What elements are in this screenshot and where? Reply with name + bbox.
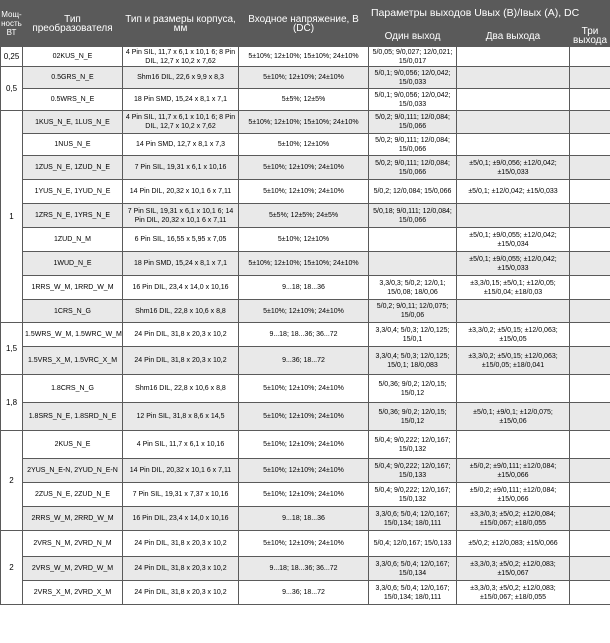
triple-output-cell xyxy=(570,403,610,431)
triple-output-cell xyxy=(570,347,610,375)
triple-output-cell xyxy=(570,47,610,67)
triple-output-cell xyxy=(570,67,610,89)
dual-output-cell: ±3,3/0,15; ±5/0,1; ±12/0,05; ±15/0,04; ±18/0,03 xyxy=(457,276,570,300)
model-cell: 1ZUS_N_E, 1ZUD_N_E xyxy=(23,156,123,180)
model-cell: 1.8CRS_N_G xyxy=(23,375,123,403)
single-output-cell: 3,3/0,6; 5/0,4; 12/0,167; 15/0,134; 18/0,111 xyxy=(369,507,457,531)
package-cell: 18 Pin SMD, 15,24 x 8,1 x 7,1 xyxy=(123,252,239,276)
table-row xyxy=(1,67,610,89)
single-output-cell: 5/0,4; 9/0,222; 12/0,167; 15/0,132 xyxy=(369,483,457,507)
header-type: Тип преобразователя xyxy=(23,1,123,47)
model-cell: 1NUS_N_E xyxy=(23,134,123,156)
triple-output-cell xyxy=(570,89,610,111)
single-output-cell: 5/0,4; 12/0,167; 15/0,133 xyxy=(369,531,457,557)
package-cell: 16 Pin DIL, 23,4 x 14,0 x 10,16 xyxy=(123,507,239,531)
package-cell: Shm16 DIL, 22,6 x 9,9 x 8,3 xyxy=(123,67,239,89)
package-cell: 4 Pin SIL, 11,7 x 6,1 x 10,1 6; 8 Pin DIL, 12,7 x 10,2 x 7,62 xyxy=(123,111,239,134)
single-output-cell: 3,3/0,4; 5/0,3; 12/0,125; 15/0,1 xyxy=(369,323,457,347)
triple-output-cell xyxy=(570,507,610,531)
dual-output-cell: ±3,3/0,2; ±5/0,15; ±12/0,063; ±15/0,05 xyxy=(457,323,570,347)
input-voltage-cell: 9...18; 18...36 xyxy=(239,276,369,300)
table-row xyxy=(1,431,610,459)
table-row xyxy=(1,228,610,252)
input-voltage-cell: 5±10%; 12±10%; 24±10% xyxy=(239,300,369,323)
table-row xyxy=(1,89,610,111)
table-row xyxy=(1,111,610,134)
package-cell: 7 Pin SIL, 19,31 x 6,1 x 10,16 xyxy=(123,156,239,180)
package-cell: 14 Pin DIL, 20,32 x 10,1 6 x 7,11 xyxy=(123,180,239,204)
input-voltage-cell: 9...36; 18...72 xyxy=(239,347,369,375)
dual-output-cell: ±5/0,2; ±12/0,083; ±15/0,066 xyxy=(457,531,570,557)
header-dual-output: Два выхода xyxy=(457,26,570,47)
dual-output-cell: ±5/0,2; ±9/0,111; ±12/0,084; ±15/0,066 xyxy=(457,459,570,483)
dual-output-cell xyxy=(457,204,570,228)
dual-output-cell: ±5/0,1; ±9/0,055; ±12/0,042; ±15/0,033 xyxy=(457,252,570,276)
input-voltage-cell: 5±10%; 12±10%; 24±10% xyxy=(239,67,369,89)
table-row xyxy=(1,204,610,228)
triple-output-cell xyxy=(570,111,610,134)
table-row xyxy=(1,531,610,557)
table-row xyxy=(1,581,610,605)
single-output-cell: 5/0,2; 9/0,111; 12/0,084; 15/0,066 xyxy=(369,111,457,134)
triple-output-cell xyxy=(570,431,610,459)
table-row xyxy=(1,403,610,431)
triple-output-cell xyxy=(570,375,610,403)
table-row xyxy=(1,375,610,403)
power-cell: 2 xyxy=(1,431,23,531)
model-cell: 2VRS_X_M, 2VRD_X_M xyxy=(23,581,123,605)
triple-output-cell xyxy=(570,557,610,581)
table-row xyxy=(1,180,610,204)
dual-output-cell: ±5/0,1; ±12/0,042; ±15/0,033 xyxy=(457,180,570,204)
dual-output-cell xyxy=(457,375,570,403)
model-cell: 2YUS_N_E-N, 2YUD_N_E-N xyxy=(23,459,123,483)
table-row xyxy=(1,300,610,323)
model-cell: 0.5WRS_N_E xyxy=(23,89,123,111)
triple-output-cell xyxy=(570,252,610,276)
power-cell: 0,25 xyxy=(1,47,23,67)
triple-output-cell xyxy=(570,180,610,204)
header-output-params: Параметры выходов Uвых (В)/Iвых (A), DC xyxy=(369,1,610,26)
triple-output-cell xyxy=(570,156,610,180)
table-row xyxy=(1,347,610,375)
input-voltage-cell: 5±10%; 12±10%; 24±10% xyxy=(239,180,369,204)
model-cell: 1CRS_N_G xyxy=(23,300,123,323)
single-output-cell: 5/0,1; 9/0,056; 12/0,042; 15/0,033 xyxy=(369,89,457,111)
power-cell: 0,5 xyxy=(1,67,23,111)
single-output-cell: 5/0,05; 9/0,027; 12/0,021; 15/0,017 xyxy=(369,47,457,67)
triple-output-cell xyxy=(570,300,610,323)
triple-output-cell xyxy=(570,323,610,347)
triple-output-cell xyxy=(570,459,610,483)
single-output-cell xyxy=(369,228,457,252)
model-cell: 1WUD_N_E xyxy=(23,252,123,276)
input-voltage-cell: 9...18; 18...36; 36...72 xyxy=(239,557,369,581)
dual-output-cell xyxy=(457,431,570,459)
model-cell: 1.5WRS_W_M, 1.5WRC_W_M xyxy=(23,323,123,347)
package-cell: 24 Pin DIL, 31,8 x 20,3 x 10,2 xyxy=(123,557,239,581)
power-cell: 2 xyxy=(1,531,23,605)
dual-output-cell xyxy=(457,67,570,89)
input-voltage-cell: 5±10%; 12±10%; 24±10% xyxy=(239,431,369,459)
table-row xyxy=(1,323,610,347)
model-cell: 1ZRS_N_E, 1YRS_N_E xyxy=(23,204,123,228)
single-output-cell: 3,3/0,6; 5/0,4; 12/0,167; 15/0,134 xyxy=(369,557,457,581)
input-voltage-cell: 5±10%; 12±10%; 15±10%; 24±10% xyxy=(239,47,369,67)
model-cell: 1.8SRS_N_E, 1.8SRD_N_E xyxy=(23,403,123,431)
model-cell: 1YUS_N_E, 1YUD_N_E xyxy=(23,180,123,204)
power-cell: 1,8 xyxy=(1,375,23,431)
input-voltage-cell: 5±10%; 12±10%; 24±10% xyxy=(239,531,369,557)
header-triple-output: Три выхода xyxy=(570,26,610,47)
table-row xyxy=(1,483,610,507)
table-body xyxy=(1,47,610,605)
single-output-cell: 5/0,4; 9/0,222; 12/0,167; 15/0,133 xyxy=(369,459,457,483)
single-output-cell: 5/0,1; 9/0,056; 12/0,042; 15/0,033 xyxy=(369,67,457,89)
dual-output-cell: ±3,3/0,3; ±5/0,2; ±12/0,084; ±15/0,067; ±18/0,055 xyxy=(457,507,570,531)
package-cell: 7 Pin SIL, 19,31 x 7,37 x 10,16 xyxy=(123,483,239,507)
dual-output-cell xyxy=(457,300,570,323)
package-cell: 24 Pin DIL, 31,8 x 20,3 x 10,2 xyxy=(123,581,239,605)
single-output-cell: 5/0,2; 9/0,111; 12/0,084; 15/0,066 xyxy=(369,134,457,156)
dual-output-cell xyxy=(457,134,570,156)
input-voltage-cell: 5±5%; 12±5%; 24±5% xyxy=(239,204,369,228)
package-cell: 12 Pin SIL, 31,8 x 8,6 x 14,5 xyxy=(123,403,239,431)
package-cell: 14 Pin DIL, 20,32 x 10,1 6 x 7,11 xyxy=(123,459,239,483)
table-header xyxy=(1,1,610,47)
header-single-output: Один выход xyxy=(369,26,457,47)
triple-output-cell xyxy=(570,531,610,557)
package-cell: 16 Pin DIL, 23,4 x 14,0 x 10,16 xyxy=(123,276,239,300)
input-voltage-cell: 5±10%; 12±10%; 24±10% xyxy=(239,156,369,180)
model-cell: 2ZUS_N_E, 2ZUD_N_E xyxy=(23,483,123,507)
triple-output-cell xyxy=(570,204,610,228)
package-cell: 4 Pin SIL, 11,7 x 6,1 x 10,1 6; 8 Pin DIL, 12,7 x 10,2 x 7,62 xyxy=(123,47,239,67)
package-cell: 7 Pin SIL, 19,31 x 6,1 x 10,1 6; 14 Pin DIL, 20,32 x 10,1 6 x 7,11 xyxy=(123,204,239,228)
dual-output-cell: ±5/0,1; ±9/0,055; ±12/0,042; ±15/0,034 xyxy=(457,228,570,252)
single-output-cell: 3,3/0,4; 5/0,3; 12/0,125; 15/0,1; 18/0,083 xyxy=(369,347,457,375)
input-voltage-cell: 5±5%; 12±5% xyxy=(239,89,369,111)
table-row xyxy=(1,459,610,483)
triple-output-cell xyxy=(570,134,610,156)
model-cell: 2KUS_N_E xyxy=(23,431,123,459)
input-voltage-cell: 5±10%; 12±10% xyxy=(239,228,369,252)
dual-output-cell: ±5/0,2; ±9/0,111; ±12/0,084; ±15/0,066 xyxy=(457,483,570,507)
table-row xyxy=(1,47,610,67)
header-power: Мощ-ность ВТ xyxy=(1,1,23,47)
single-output-cell: 5/0,18; 9/0,111; 12/0,084; 15/0,066 xyxy=(369,204,457,228)
power-cell: 1,5 xyxy=(1,323,23,375)
package-cell: Shm16 DIL, 22,8 x 10,6 x 8,8 xyxy=(123,375,239,403)
dual-output-cell: ±3,3/0,3; ±5/0,2; ±12/0,083; ±15/0,067 xyxy=(457,557,570,581)
single-output-cell: 5/0,2; 9/0,111; 12/0,084; 15/0,066 xyxy=(369,156,457,180)
triple-output-cell xyxy=(570,228,610,252)
input-voltage-cell: 9...18; 18...36 xyxy=(239,507,369,531)
dual-output-cell xyxy=(457,89,570,111)
model-cell: 1RRS_W_M, 1RRD_W_M xyxy=(23,276,123,300)
dual-output-cell: ±5/0,1; ±9/0,1; ±12/0,075; ±15/0,06 xyxy=(457,403,570,431)
single-output-cell: 5/0,4; 9/0,222; 12/0,167; 15/0,132 xyxy=(369,431,457,459)
triple-output-cell xyxy=(570,276,610,300)
package-cell: 24 Pin DIL, 31,8 x 20,3 x 10,2 xyxy=(123,323,239,347)
power-cell: 1 xyxy=(1,111,23,323)
model-cell: 1KUS_N_E, 1LUS_N_E xyxy=(23,111,123,134)
package-cell: 24 Pin DIL, 31,8 x 20,3 x 10,2 xyxy=(123,531,239,557)
input-voltage-cell: 5±10%; 12±10% xyxy=(239,134,369,156)
package-cell: 4 Pin SIL, 11,7 x 6,1 x 10,16 xyxy=(123,431,239,459)
dual-output-cell: ±3,3/0,2; ±5/0,15; ±12/0,063; ±15/0,05; ±18/0,041 xyxy=(457,347,570,375)
single-output-cell: 5/0,2; 12/0,084; 15/0,066 xyxy=(369,180,457,204)
model-cell: 2RRS_W_M, 2RRD_W_M xyxy=(23,507,123,531)
dual-output-cell xyxy=(457,47,570,67)
model-cell: 2VRS_N_M, 2VRD_N_M xyxy=(23,531,123,557)
dual-output-cell: ±5/0,1; ±9/0,056; ±12/0,042; ±15/0,033 xyxy=(457,156,570,180)
table-row xyxy=(1,557,610,581)
triple-output-cell xyxy=(570,581,610,605)
input-voltage-cell: 5±10%; 12±10%; 24±10% xyxy=(239,459,369,483)
dual-output-cell: ±3,3/0,3; ±5/0,2; ±12/0,083; ±15/0,067; ±18/0,055 xyxy=(457,581,570,605)
package-cell: 18 Pin SMD, 15,24 x 8,1 x 7,1 xyxy=(123,89,239,111)
single-output-cell: 5/0,2; 9/0,11; 12/0,075; 15/0,06 xyxy=(369,300,457,323)
input-voltage-cell: 5±10%; 12±10%; 24±10% xyxy=(239,483,369,507)
package-cell: 6 Pin SIL, 16,55 x 5,95 x 7,05 xyxy=(123,228,239,252)
input-voltage-cell: 9...36; 18...72 xyxy=(239,581,369,605)
model-cell: 2VRS_W_M, 2VRD_W_M xyxy=(23,557,123,581)
input-voltage-cell: 5±10%; 12±10%; 24±10% xyxy=(239,403,369,431)
package-cell: Shm16 DIL, 22,8 x 10,6 x 8,8 xyxy=(123,300,239,323)
table-row xyxy=(1,134,610,156)
model-cell: 0.5GRS_N_E xyxy=(23,67,123,89)
table-row xyxy=(1,252,610,276)
header-package: Тип и размеры корпуса, мм xyxy=(123,1,239,47)
table-row xyxy=(1,156,610,180)
single-output-cell: 3,3/0,3; 5/0,2; 12/0,1; 15/0,08; 18/0,06 xyxy=(369,276,457,300)
model-cell: 1.5VRS_X_M, 1.5VRC_X_M xyxy=(23,347,123,375)
model-cell: 1ZUD_N_M xyxy=(23,228,123,252)
single-output-cell: 5/0,36; 9/0,2; 12/0,15; 15/0,12 xyxy=(369,403,457,431)
single-output-cell xyxy=(369,252,457,276)
table-row xyxy=(1,507,610,531)
input-voltage-cell: 5±10%; 12±10%; 15±10%; 24±10% xyxy=(239,111,369,134)
model-cell: 02KUS_N_E xyxy=(23,47,123,67)
input-voltage-cell: 5±10%; 12±10%; 15±10%; 24±10% xyxy=(239,252,369,276)
package-cell: 14 Pin SMD, 12,7 x 8,1 x 7,3 xyxy=(123,134,239,156)
triple-output-cell xyxy=(570,483,610,507)
dual-output-cell xyxy=(457,111,570,134)
input-voltage-cell: 5±10%; 12±10%; 24±10% xyxy=(239,375,369,403)
single-output-cell: 3,3/0,6; 5/0,4; 12/0,167; 15/0,134; 18/0,111 xyxy=(369,581,457,605)
header-input-voltage: Входное напряжение, В (DC) xyxy=(239,1,369,47)
table-row xyxy=(1,276,610,300)
input-voltage-cell: 9...18; 18...36; 36...72 xyxy=(239,323,369,347)
single-output-cell: 5/0,36; 9/0,2; 12/0,15; 15/0,12 xyxy=(369,375,457,403)
package-cell: 24 Pin DIL, 31,8 x 20,3 x 10,2 xyxy=(123,347,239,375)
